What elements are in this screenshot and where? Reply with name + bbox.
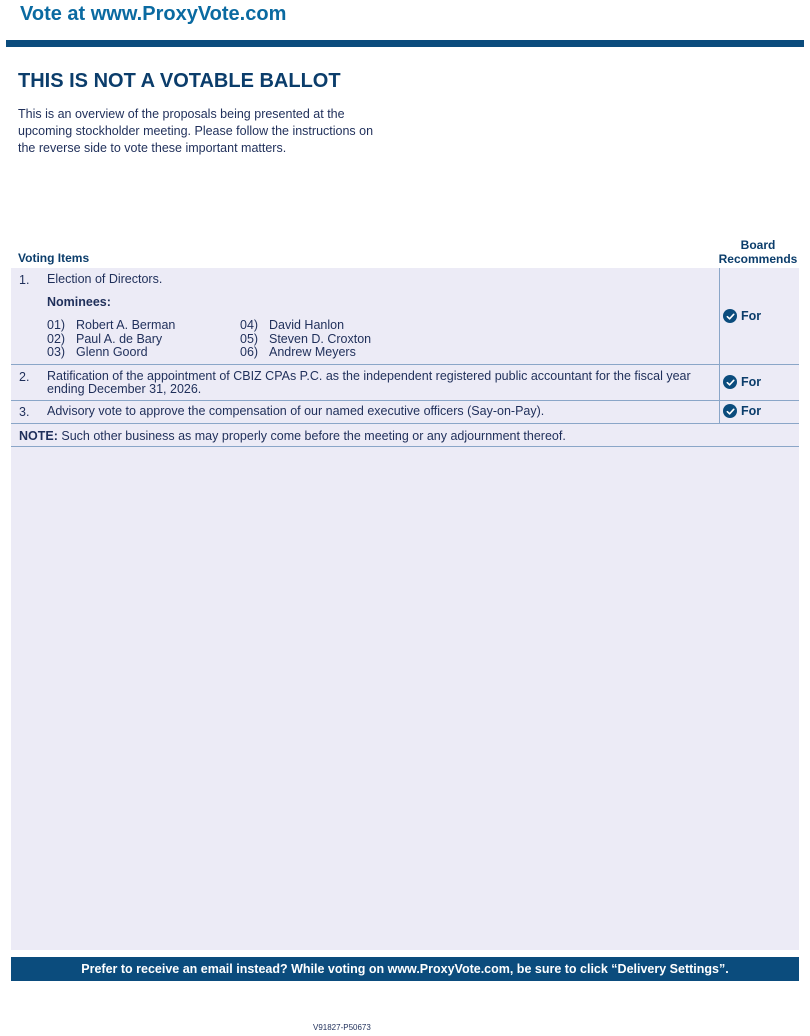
voting-item-row xyxy=(11,365,799,401)
nominee-code: 03) xyxy=(47,345,66,359)
nominee xyxy=(47,346,148,360)
item-text xyxy=(47,370,717,396)
board-recommends-line: Recommends xyxy=(718,252,798,266)
note-text xyxy=(19,427,566,445)
note-body: Such other business as may properly come before the meeting or any adjournment thereof. xyxy=(57,429,566,443)
recommendation-label: For xyxy=(741,375,762,389)
check-circle-icon xyxy=(723,375,737,389)
note-row xyxy=(11,423,799,447)
recommendation-label: For xyxy=(741,309,762,323)
nominee-code: 01) xyxy=(47,318,66,332)
nominee-name: Robert A. Berman xyxy=(76,318,176,332)
recommendation xyxy=(723,404,761,418)
item-number: 3. xyxy=(19,405,30,419)
column-divider xyxy=(719,365,720,400)
nominee-code: 06) xyxy=(240,345,259,359)
nominee-code: 02) xyxy=(47,331,66,346)
voting-item-row xyxy=(11,268,799,365)
nominee-name: Glenn Goord xyxy=(76,345,148,359)
notice-title: THIS IS NOT A VOTABLE BALLOT xyxy=(18,70,341,92)
board-recommends-line: Board xyxy=(740,238,776,252)
item-text-line: Ratification of the appointment of CBIZ CPAs P.C. as the independent registered public accountant for the fiscal year xyxy=(47,369,691,383)
item-text: Advisory vote to approve the compensation of our named executive officers (Say-on-Pay). xyxy=(47,404,545,418)
item-text: Election of Directors. xyxy=(47,272,163,286)
nominee xyxy=(240,333,371,347)
intro-line: This is an overview of the proposals being presented at the xyxy=(18,107,345,121)
email-delivery-banner xyxy=(11,957,799,981)
email-delivery-text: Prefer to receive an email instead? While voting on www.ProxyVote.com, be sure to click “Delivery Settings”. xyxy=(81,962,729,976)
nominee-name: Andrew Meyers xyxy=(269,345,356,359)
intro-text xyxy=(18,106,398,157)
recommendation xyxy=(723,375,761,389)
recommendation xyxy=(723,309,761,323)
intro-line: the reverse side to vote these important matters. xyxy=(18,141,287,155)
check-circle-icon xyxy=(723,309,737,323)
column-divider xyxy=(719,268,720,364)
header-divider xyxy=(6,40,804,47)
intro-line: upcoming stockholder meeting. Please follow the instructions on xyxy=(18,124,374,138)
nominees-label: Nominees: xyxy=(47,295,111,309)
board-recommends-header xyxy=(716,238,800,266)
nominee-code: 05) xyxy=(240,331,259,346)
check-circle-icon xyxy=(723,404,737,418)
nominee-code: 04) xyxy=(240,318,259,332)
nominee-name: Steven D. Croxton xyxy=(269,331,372,346)
nominee xyxy=(240,346,356,360)
voting-items-header: Voting Items xyxy=(18,251,90,265)
recommendation-label: For xyxy=(741,404,762,418)
item-number: 1. xyxy=(19,273,30,287)
voting-item-row xyxy=(11,401,799,424)
header-title: Vote at www.ProxyVote.com xyxy=(20,3,287,25)
nominee xyxy=(47,333,162,347)
note-label: NOTE: xyxy=(19,429,58,443)
nominee xyxy=(47,319,175,333)
nominee-name: David Hanlon xyxy=(269,318,345,332)
nominee-name: Paul A. de Bary xyxy=(76,331,163,346)
item-number: 2. xyxy=(19,370,30,384)
nominee xyxy=(240,319,344,333)
item-text-line: ending December 31, 2026. xyxy=(47,382,202,396)
document-id: V91827-P50673 xyxy=(313,1023,371,1032)
column-divider xyxy=(719,401,720,423)
